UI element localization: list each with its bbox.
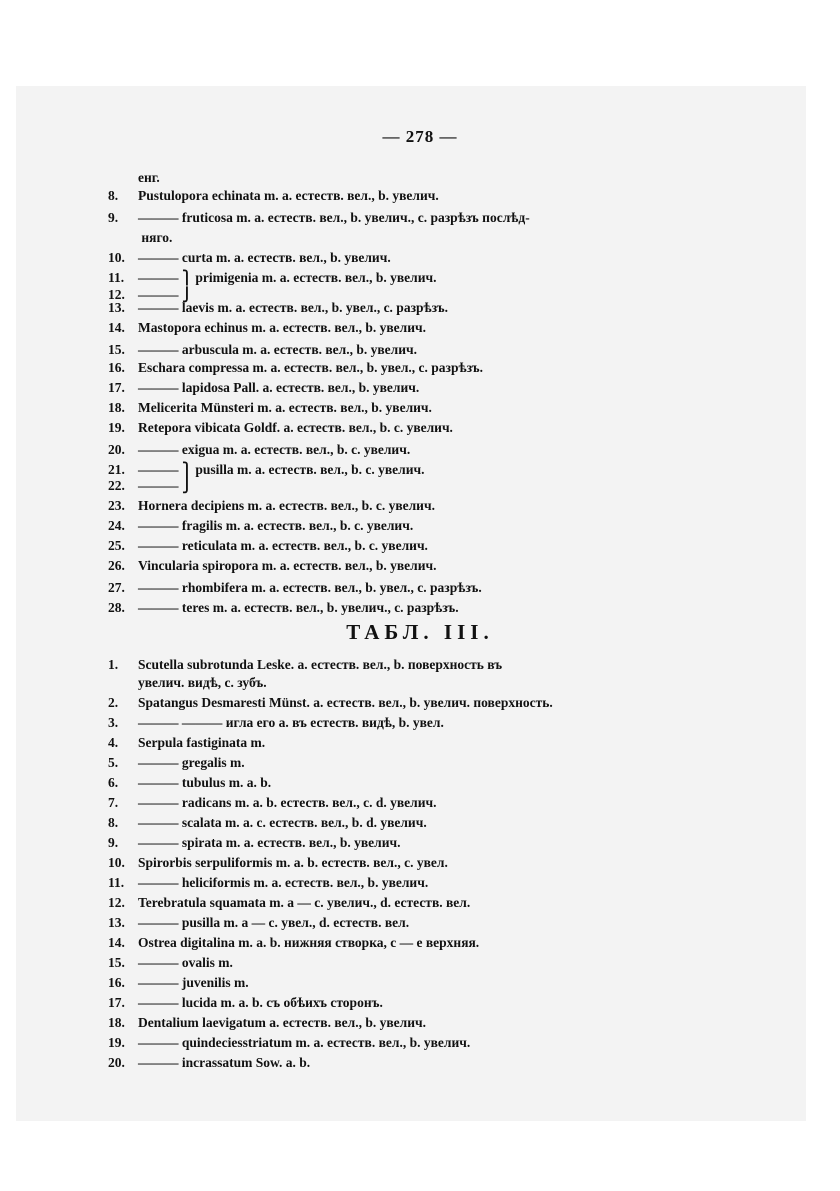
text-line (108, 248, 391, 268)
text-line (108, 186, 439, 206)
line-number: 17. (108, 380, 125, 395)
text-line (108, 496, 435, 516)
line-number: 9. (108, 210, 119, 225)
line-text: ——— incrassatum Sow. a. b. (138, 1055, 311, 1070)
text-line (108, 208, 530, 228)
text-line (108, 318, 426, 338)
line-text: ——— gregalis m. (138, 755, 245, 770)
line-text: ——— ⎫ pusilla m. a. естеств. вел., b. c. увелич. (138, 462, 425, 477)
text-line (108, 853, 448, 873)
line-number: 26. (108, 558, 125, 573)
line-text: ——— ⎭ (138, 478, 192, 493)
line-number: 12. (108, 895, 125, 910)
text-line (108, 713, 444, 733)
line-text: ——— pusilla m. a — c. увел., d. естеств. вел. (138, 915, 410, 930)
text-line (108, 793, 436, 813)
line-number: 13. (108, 300, 125, 315)
text-line (108, 973, 249, 993)
line-text: ——— fruticosa m. a. естеств. вел., b. увелич., c. разрѣзъ послѣд- (138, 210, 530, 225)
line-number: 11. (108, 270, 125, 285)
text-line (108, 378, 419, 398)
text-line (108, 933, 479, 953)
text-line (108, 693, 553, 713)
text-line (108, 993, 383, 1013)
line-number: 24. (108, 518, 125, 533)
text-line (108, 578, 482, 598)
line-number: 5. (108, 755, 119, 770)
line-number: 16. (108, 360, 125, 375)
line-number: 23. (108, 498, 125, 513)
line-text: ——— ⎫ primigenia m. a. естеств. вел., b. увелич. (138, 270, 437, 285)
line-number: 22. (108, 478, 125, 493)
line-number: 16. (108, 975, 125, 990)
line-text: ——— teres m. a. естеств. вел., b. увелич., c. разрѣзъ. (138, 600, 459, 615)
line-text: Spatangus Desmaresti Münst. a. естеств. вел., b. увелич. поверхность. (138, 695, 553, 710)
line-number: 4. (108, 735, 119, 750)
text-line (108, 913, 409, 933)
line-number: 27. (108, 580, 125, 595)
text-line (108, 673, 267, 693)
text-line (108, 168, 160, 188)
text-line (108, 440, 410, 460)
text-line (108, 655, 502, 675)
line-text: Hornera decipiens m. a. естеств. вел., b. c. увелич. (138, 498, 435, 513)
line-text: Dentalium laevigatum a. естеств. вел., b. увелич. (138, 1015, 426, 1030)
text-line (108, 733, 265, 753)
text-line (108, 813, 427, 833)
line-text: ——— ⎭ (138, 287, 192, 302)
table-heading: ТАБЛ. III. (346, 620, 494, 644)
text-line (108, 298, 448, 318)
line-text: Vincularia spiropora m. a. естеств. вел., b. увелич. (138, 558, 437, 573)
line-number: 15. (108, 342, 125, 357)
text-line (108, 536, 428, 556)
text-line (108, 358, 483, 378)
line-number: 1. (108, 657, 119, 672)
line-text: ——— reticulata m. a. естеств. вел., b. c. увелич. (138, 538, 428, 553)
text-line (108, 953, 233, 973)
text-line (108, 418, 453, 438)
line-text: ——— lucida m. a. b. съ обѣихъ сторонъ. (138, 995, 383, 1010)
line-text: Retepora vibicata Goldf. a. естеств. вел., b. c. увелич. (138, 420, 453, 435)
line-number: 18. (108, 1015, 125, 1030)
line-text: ——— ——— игла его a. въ естеств. видѣ, b. увел. (138, 715, 444, 730)
text-line (108, 753, 245, 773)
page-number: — 278 — (382, 127, 458, 146)
line-number: 28. (108, 600, 125, 615)
line-text: Scutella subrotunda Leske. a. естеств. вел., b. поверхность въ (138, 657, 503, 672)
line-number: 12. (108, 287, 125, 302)
line-number: 8. (108, 815, 119, 830)
line-number: 14. (108, 320, 125, 335)
line-number: 7. (108, 795, 119, 810)
line-number: 13. (108, 915, 125, 930)
line-number: 20. (108, 1055, 125, 1070)
line-text: Ostrea digitalina m. a. b. нижняя створка, c — e верхняя. (138, 935, 480, 950)
line-number: 25. (108, 538, 125, 553)
line-text: ——— ovalis m. (138, 955, 233, 970)
text-line (108, 893, 470, 913)
text-line (108, 340, 417, 360)
text-line (108, 476, 192, 496)
line-text: ——— radicans m. a. b. естеств. вел., c. d. увелич. (138, 795, 437, 810)
line-number: 10. (108, 250, 125, 265)
line-text: ——— rhombifera m. a. естеств. вел., b. увел., c. разрѣзъ. (138, 580, 482, 595)
line-number: 17. (108, 995, 125, 1010)
line-number: 19. (108, 1035, 125, 1050)
text-line (108, 1033, 470, 1053)
line-text: ——— spirata m. a. естеств. вел., b. увелич. (138, 835, 401, 850)
line-text: Mastopora echinus m. a. естеств. вел., b. увелич. (138, 320, 426, 335)
line-text: Serpula fastiginata m. (138, 735, 266, 750)
text-line (108, 598, 459, 618)
line-text: ——— curta m. a. естеств. вел., b. увелич. (138, 250, 391, 265)
line-text: ——— juvenilis m. (138, 975, 249, 990)
line-text: енг. (138, 170, 160, 185)
line-text: ——— exigua m. a. естеств. вел., b. c. увелич. (138, 442, 411, 457)
line-text: Pustulopora echinata m. a. естеств. вел., b. увелич. (138, 188, 439, 203)
line-text: Spirorbis serpuliformis m. a. b. естеств. вел., c. увел. (138, 855, 448, 870)
text-line (108, 556, 436, 576)
line-text: ——— quindeciesstriatum m. a. естеств. вел., b. увелич. (138, 1035, 471, 1050)
text-line (108, 398, 432, 418)
text-line (108, 1013, 426, 1033)
line-text: ——— arbuscula m. a. естеств. вел., b. увелич. (138, 342, 417, 357)
line-number: 8. (108, 188, 119, 203)
line-number: 10. (108, 855, 125, 870)
text-line (108, 1053, 310, 1073)
line-number: 18. (108, 400, 125, 415)
line-text: увелич. видѣ, c. зубъ. (138, 675, 267, 690)
text-line (108, 516, 413, 536)
line-number: 3. (108, 715, 119, 730)
text-line (108, 873, 428, 893)
line-text: ——— lapidosa Pall. a. естеств. вел., b. увелич. (138, 380, 420, 395)
text-line (108, 228, 172, 248)
line-text: Eschara compressa m. a. естеств. вел., b. увел., c. разрѣзъ. (138, 360, 484, 375)
line-number: 6. (108, 775, 119, 790)
line-text: Melicerita Münsteri m. a. естеств. вел., b. увелич. (138, 400, 432, 415)
line-number: 20. (108, 442, 125, 457)
line-number: 15. (108, 955, 125, 970)
text-line (108, 773, 271, 793)
line-number: 19. (108, 420, 125, 435)
line-text: ——— heliciformis m. a. естеств. вел., b. увелич. (138, 875, 429, 890)
line-number: 2. (108, 695, 119, 710)
line-number: 9. (108, 835, 119, 850)
line-number: 11. (108, 875, 125, 890)
text-line (108, 833, 400, 853)
line-text: ——— scalata m. a. c. естеств. вел., b. d. увелич. (138, 815, 427, 830)
line-text: няго. (138, 230, 173, 245)
line-number: 14. (108, 935, 125, 950)
line-text: ——— tubulus m. a. b. (138, 775, 272, 790)
line-text: ——— fragilis m. a. естеств. вел., b. c. увелич. (138, 518, 414, 533)
line-text: ——— laevis m. a. естеств. вел., b. увел., c. разрѣзъ. (138, 300, 449, 315)
line-text: Terebratula squamata m. a — c. увелич., d. естеств. вел. (138, 895, 471, 910)
line-number: 21. (108, 462, 125, 477)
